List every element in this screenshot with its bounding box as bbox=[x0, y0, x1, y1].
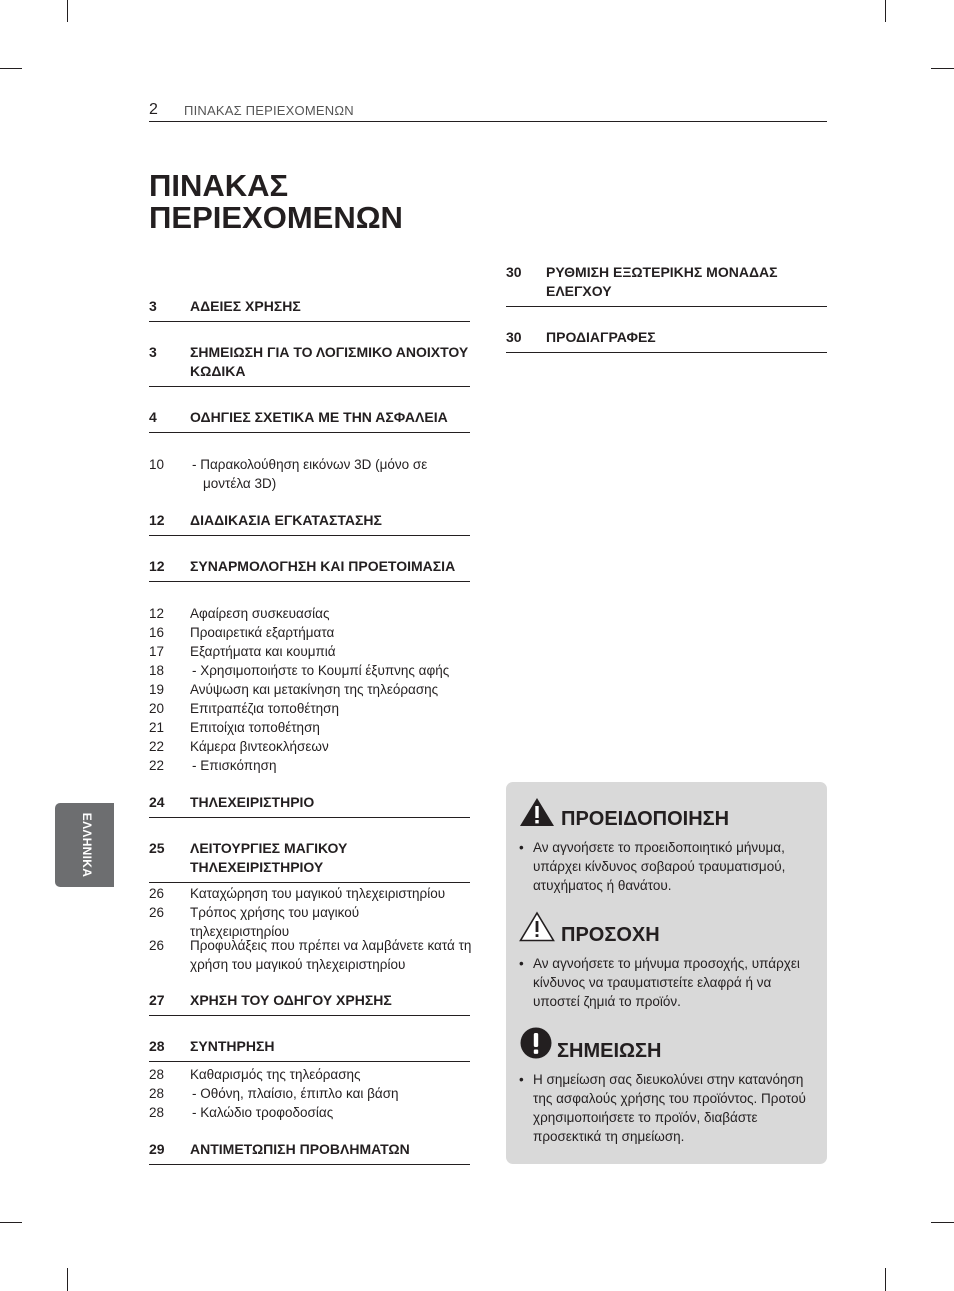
bullet-dot: • bbox=[519, 956, 524, 971]
toc-subentry[interactable] bbox=[149, 936, 474, 974]
toc-section[interactable] bbox=[149, 839, 470, 883]
toc-subentry[interactable] bbox=[149, 1103, 474, 1122]
toc-section[interactable] bbox=[149, 408, 470, 433]
toc-subentry-text: Εξαρτήματα και κουμπιά bbox=[190, 644, 336, 659]
toc-subentry[interactable] bbox=[149, 737, 474, 756]
crop-mark bbox=[931, 68, 954, 69]
toc-section-title: ΧΡΗΣΗ ΤΟΥ ΟΔΗΓΟΥ ΧΡΗΣΗΣ bbox=[190, 992, 392, 1008]
toc-subentry[interactable] bbox=[149, 661, 474, 680]
toc-subentry-text: - Καλώδιο τροφοδοσίας bbox=[192, 1105, 334, 1120]
toc-section-title: ΣΗΜΕΙΩΣΗ ΓΙΑ ΤΟ ΛΟΓΙΣΜΙΚΟ ΑΝΟΙΧΤΟΥ ΚΩΔΙΚΑ bbox=[190, 344, 469, 379]
toc-subentry-text: - Παρακολούθηση εικόνων 3D (μόνο σε μοντέλα 3D) bbox=[192, 457, 428, 491]
toc-section[interactable] bbox=[149, 557, 470, 582]
toc-page-number: 20 bbox=[149, 701, 165, 716]
toc-subentry-text: Επιτραπέζια τοποθέτηση bbox=[190, 701, 340, 716]
toc-section-title: ΛΕΙΤΟΥΡΓΙΕΣ ΜΑΓΙΚΟΥ ΤΗΛΕΧΕΙΡΙΣΤΗΡΙΟΥ bbox=[190, 840, 348, 875]
note-heading: ΣΗΜΕΙΩΣΗ bbox=[557, 1040, 662, 1062]
toc-subentry[interactable] bbox=[149, 1084, 474, 1103]
toc-section-title: ΠΡΟΔΙΑΓΡΑΦΕΣ bbox=[546, 329, 656, 345]
page-title-line2: ΠΕΡΙΕΧΟΜΕΝΩΝ bbox=[149, 200, 403, 235]
toc-page-number: 26 bbox=[149, 938, 165, 953]
toc-section[interactable] bbox=[149, 1140, 470, 1165]
toc-subentry-text: Κάμερα βιντεοκλήσεων bbox=[190, 739, 329, 754]
toc-section-title: ΣΥΝΑΡΜΟΛΟΓΗΣΗ ΚΑΙ ΠΡΟΕΤΟΙΜΑΣΙΑ bbox=[190, 558, 456, 574]
crop-mark bbox=[67, 0, 68, 22]
caution-heading: ΠΡΟΣΟΧΗ bbox=[561, 924, 660, 946]
toc-page-number: 3 bbox=[149, 298, 157, 314]
toc-subentry[interactable] bbox=[149, 1065, 474, 1084]
toc-subentry[interactable] bbox=[149, 718, 474, 737]
toc-section[interactable] bbox=[149, 511, 470, 536]
toc-page-number: 10 bbox=[149, 457, 165, 472]
toc-page-number: 25 bbox=[149, 840, 165, 856]
toc-page-number: 28 bbox=[149, 1067, 165, 1082]
header-rule bbox=[149, 121, 827, 122]
crop-mark bbox=[885, 0, 886, 22]
bullet-dot: • bbox=[519, 840, 524, 855]
toc-section-title: ΑΔΕΙΕΣ ΧΡΗΣΗΣ bbox=[190, 298, 301, 314]
toc-page-number: 24 bbox=[149, 794, 165, 810]
toc-page-number: 28 bbox=[149, 1038, 165, 1054]
toc-section-title: ΤΗΛΕΧΕΙΡΙΣΤΗΡΙΟ bbox=[190, 794, 315, 810]
toc-section-title: ΑΝΤΙΜΕΤΩΠΙΣΗ ΠΡΟΒΛΗΜΑΤΩΝ bbox=[190, 1141, 410, 1157]
toc-section-title: ΡΥΘΜΙΣΗ ΕΞΩΤΕΡΙΚΗΣ ΜΟΝΑΔΑΣ ΕΛΕΓΧΟΥ bbox=[546, 264, 778, 299]
toc-section-title: ΔΙΑΔΙΚΑΣΙΑ ΕΓΚΑΤΑΣΤΑΣΗΣ bbox=[190, 512, 382, 528]
toc-subentry[interactable] bbox=[149, 455, 454, 493]
caution-triangle-outline-icon bbox=[519, 911, 555, 942]
toc-page-number: 30 bbox=[506, 264, 522, 280]
warning-text: Αν αγνοήσετε το προειδοποιητικό μήνυμα, υπάρχει κίνδυνος σοβαρού τραυματισμού, ατυχήματος ή θανάτου. bbox=[533, 840, 786, 893]
toc-page-number: 27 bbox=[149, 992, 165, 1008]
toc-subentry-text: Ανύψωση και μετακίνηση της τηλεόρασης bbox=[190, 682, 439, 697]
toc-subentry-text: - Χρησιμοποιήστε το Κουμπί έξυπνης αφής bbox=[192, 663, 450, 678]
toc-page-number: 22 bbox=[149, 739, 165, 754]
toc-subentry[interactable] bbox=[149, 884, 474, 903]
toc-subentry-text: Τρόπος χρήσης του μαγικού τηλεχειριστηρίου bbox=[190, 905, 360, 939]
toc-page-number: 19 bbox=[149, 682, 165, 697]
warning-heading: ΠΡΟΕΙΔΟΠΟΙΗΣΗ bbox=[561, 808, 730, 830]
toc-page-number: 12 bbox=[149, 606, 165, 621]
toc-subentry[interactable] bbox=[149, 642, 474, 661]
toc-page-number: 18 bbox=[149, 663, 165, 678]
toc-section-title: ΟΔΗΓΙΕΣ ΣΧΕΤΙΚΑ ΜΕ ΤΗΝ ΑΣΦΑΛΕΙΑ bbox=[190, 409, 448, 425]
toc-section[interactable] bbox=[149, 297, 470, 322]
warning-bullet bbox=[519, 838, 819, 895]
toc-section[interactable] bbox=[149, 991, 470, 1016]
page-number: 2 bbox=[149, 101, 158, 118]
caution-bullet bbox=[519, 954, 819, 1011]
page-title-line1: ΠΙΝΑΚΑΣ bbox=[149, 168, 289, 203]
toc-subentry-text: Επιτοίχια τοποθέτηση bbox=[190, 720, 320, 735]
toc-page-number: 28 bbox=[149, 1105, 165, 1120]
toc-section[interactable] bbox=[149, 1037, 470, 1062]
toc-page-number: 17 bbox=[149, 644, 165, 659]
exclamation-circle-icon bbox=[520, 1027, 552, 1059]
warning-triangle-filled-icon bbox=[519, 797, 555, 827]
crop-mark bbox=[0, 1222, 22, 1223]
toc-page-number: 26 bbox=[149, 905, 165, 920]
toc-page-number: 16 bbox=[149, 625, 165, 640]
toc-subentry-text: Αφαίρεση συσκευασίας bbox=[190, 606, 330, 621]
toc-page-number: 22 bbox=[149, 758, 165, 773]
toc-section[interactable] bbox=[149, 343, 470, 387]
toc-subentry-text: - Οθόνη, πλαίσιο, έπιπλο και βάση bbox=[192, 1086, 399, 1101]
toc-subentry-text: Προαιρετικά εξαρτήματα bbox=[190, 625, 335, 640]
toc-subentry[interactable] bbox=[149, 756, 474, 775]
language-tab-label: ΕΛΛΗΝΙΚΑ bbox=[80, 812, 94, 878]
toc-subentry-text: Προφυλάξεις που πρέπει να λαμβάνετε κατά τη χρήση του μαγικού τηλεχειριστηρίου bbox=[190, 938, 472, 972]
toc-page-number: 12 bbox=[149, 512, 165, 528]
caution-text: Αν αγνοήσετε το μήνυμα προσοχής, υπάρχει κίνδυνος να τραυματιστείτε ελαφρά ή να υποστεί ζημιά το προϊόν. bbox=[533, 956, 800, 1009]
toc-section-title: ΣΥΝΤΗΡΗΣΗ bbox=[190, 1038, 275, 1054]
note-text: Η σημείωση σας διευκολύνει στην κατανόηση της ασφαλούς χρήσης του προϊόντος. Προτού χρησιμοποιήσετε το προϊόν, διαβάστε προσεκτικά τη σημείωση. bbox=[533, 1072, 806, 1144]
toc-page-number: 26 bbox=[149, 886, 165, 901]
toc-subentry-text: Καταχώρηση του μαγικού τηλεχειριστηρίου bbox=[190, 886, 446, 901]
toc-page-number: 28 bbox=[149, 1086, 165, 1101]
toc-subentry[interactable] bbox=[149, 680, 474, 699]
toc-page-number: 21 bbox=[149, 720, 165, 735]
toc-subentry[interactable] bbox=[149, 604, 474, 623]
toc-subentry-text: Καθαρισμός της τηλεόρασης bbox=[190, 1067, 361, 1082]
toc-section[interactable] bbox=[506, 328, 827, 353]
toc-page-number: 3 bbox=[149, 344, 157, 360]
toc-section[interactable] bbox=[506, 263, 827, 307]
language-tab bbox=[55, 803, 114, 887]
toc-page-number: 4 bbox=[149, 409, 157, 425]
crop-mark bbox=[885, 1268, 886, 1291]
page-title bbox=[149, 170, 403, 234]
toc-page-number: 30 bbox=[506, 329, 522, 345]
crop-mark bbox=[67, 1268, 68, 1291]
toc-subentry-text: - Επισκόπηση bbox=[192, 758, 277, 773]
running-header: ΠΙΝΑΚΑΣ ΠΕΡΙΕΧΟΜΕΝΩΝ bbox=[184, 103, 354, 118]
crop-mark bbox=[931, 1222, 954, 1223]
toc-subentry[interactable] bbox=[149, 699, 474, 718]
note-bullet bbox=[519, 1070, 819, 1146]
crop-mark bbox=[0, 68, 22, 69]
bullet-dot: • bbox=[519, 1072, 524, 1087]
toc-subentry[interactable] bbox=[149, 623, 474, 642]
toc-section[interactable] bbox=[149, 793, 470, 818]
toc-page-number: 29 bbox=[149, 1141, 165, 1157]
toc-page-number: 12 bbox=[149, 558, 165, 574]
